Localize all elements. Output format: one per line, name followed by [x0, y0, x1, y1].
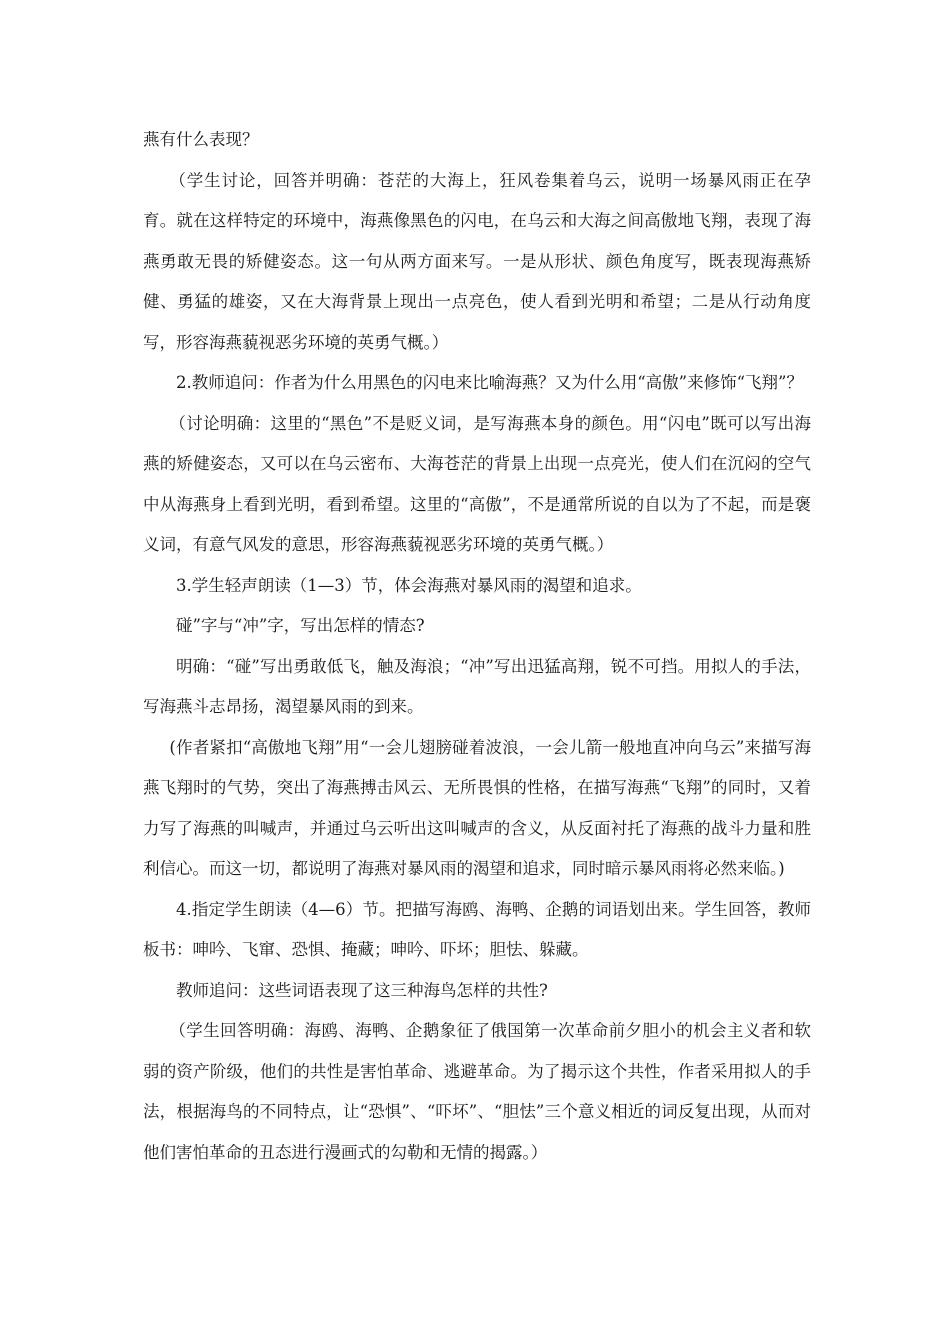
paragraph-author-note: (作者紧扣“高傲地飞翔”用“一会儿翅膀碰着波浪，一会儿箭一般地直冲向乌云”来描写海燕飞翔时的气势，突出了海燕搏击风云、无所畏惧的性格，在描写海燕“飞翔”的同时，又着力写了海燕的叫喊声，并通过乌云听出这叫喊声的含义，从反面衬托了海燕的战斗力量和胜利信心。而这一切，都说明了海燕对暴风雨的渴望和追求，同时暗示暴风雨将必然来临。)	[143, 737, 811, 878]
paragraph-clarify-peng-chong: 明确：“碰”写出勇敢低飞，触及海浪；“冲”写出迅猛高翔，锐不可挡。用拟人的手法，写海燕斗志昂扬，渴望暴风雨的到来。	[143, 656, 811, 716]
paragraph-reading-3: 3.学生轻声朗读（1—3）节，体会海燕对暴风雨的渴望和追求。	[176, 575, 642, 595]
paragraph-reading-4: 4.指定学生朗读（4—6）节。把描写海鸥、海鸭、企鹅的词语划出来。学生回答，教师板书：呻吟、飞窜、恐惧、掩藏；呻吟、吓坏；胆怯、躲藏。	[143, 899, 811, 959]
document-body	[143, 120, 811, 1173]
paragraph-student-discussion: （学生讨论，回答并明确：苍茫的大海上，狂风卷集着乌云，说明一场暴风雨正在孕育。就在这样特定的环境中，海燕像黑色的闪电，在乌云和大海之间高傲地飞翔，表现了海燕勇敢无畏的矫健姿态。这一句从两方面来写。一是从形状、颜色角度写，既表现海燕矫健、勇猛的雄姿，又在大海背景上现出一点亮色，使人看到光明和希望；二是从行动角度写，形容海燕藐视恶劣环境的英勇气概。）	[143, 170, 811, 352]
paragraph-continuation: 燕有什么表现？	[143, 130, 259, 149]
paragraph-discussion-clarify: （讨论明确：这里的“黑色”不是贬义词，是写海燕本身的颜色。用“闪电”既可以写出海燕的矫健姿态，又可以在乌云密布、大海苍茫的背景上出现一点亮光，使人们在沉闷的空气中从海燕身上看到光明，看到希望。这里的“高傲”，不是通常所说的自以为了不起，而是褒义词，有意气风发的意思，形容海燕藐视恶劣环境的英勇气概。）	[143, 413, 811, 554]
paragraph-teacher-question-2: 2.教师追问：作者为什么用黑色的闪电来比喻海燕？又为什么用“高傲”来修饰“飞翔”？	[176, 373, 803, 392]
paragraph-teacher-followup: 教师追问：这些词语表现了这三种海鸟怎样的共性?	[176, 980, 548, 1000]
paragraph-question-peng-chong: 碰”字与“冲”字，写出怎样的情态?	[176, 616, 425, 635]
paragraph-student-answer: （学生回答明确：海鸥、海鸭、企鹅象征了俄国第一次革命前夕胆小的机会主义者和软弱的资产阶级，他们的共性是害怕革命、逃避革命。为了揭示这个共性，作者采用拟人的手法，根据海鸟的不同特点，让“恐惧”、“吓坏”、“胆怯”三个意义相近的词反复出现，从而对他们害怕革命的丑态进行漫画式的勾勒和无情的揭露。）	[143, 1021, 811, 1162]
